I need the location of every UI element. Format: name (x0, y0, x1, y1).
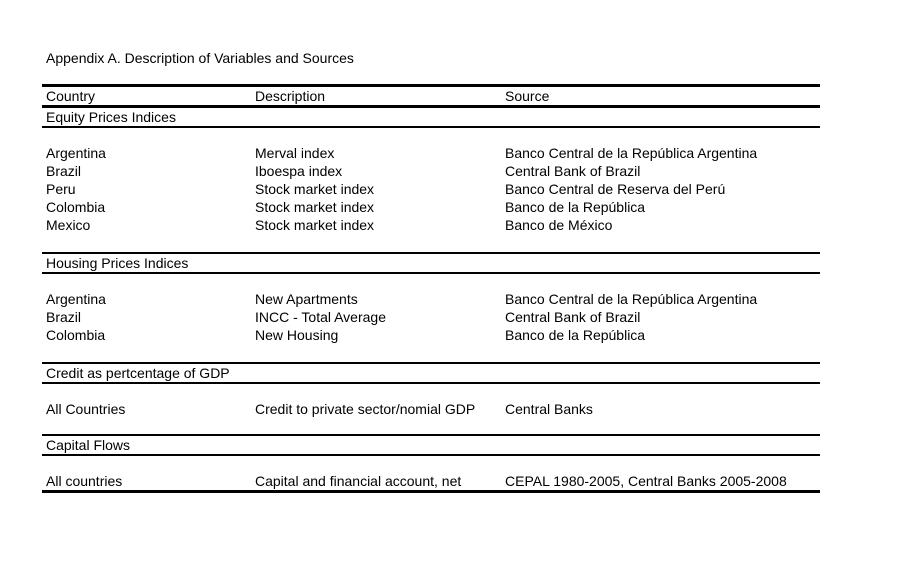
cell-country: Argentina (46, 145, 106, 161)
table-row (42, 326, 820, 344)
section-title-credit: Credit as pertcentage of GDP (46, 365, 230, 381)
table-row (42, 180, 820, 198)
cell-description: Credit to private sector/nomial GDP (255, 401, 476, 417)
cell-country: Colombia (46, 199, 106, 215)
cell-country: All countries (46, 473, 123, 489)
table-header-row (42, 87, 820, 105)
table-row (42, 400, 820, 418)
cell-country: Brazil (46, 163, 82, 179)
section-title-capital-flows: Capital Flows (46, 437, 131, 453)
table-row (42, 162, 820, 180)
cell-country: Mexico (46, 217, 91, 233)
cell-source: CEPAL 1980-2005, Central Banks 2005-2008 (505, 473, 787, 489)
section-title-housing: Housing Prices Indices (46, 255, 189, 271)
cell-description: Capital and financial account, net (255, 473, 462, 489)
cell-description: Merval index (255, 145, 335, 161)
cell-description: Stock market index (255, 217, 375, 233)
cell-source: Banco Central de Reserva del Perú (505, 181, 726, 197)
table-row (42, 472, 820, 490)
cell-description: Stock market index (255, 181, 375, 197)
cell-source: Central Bank of Brazil (505, 309, 641, 325)
cell-source: Central Bank of Brazil (505, 163, 641, 179)
cell-source: Banco de la República (505, 327, 646, 343)
variables-table (42, 84, 820, 493)
cell-description: INCC - Total Average (255, 309, 386, 325)
cell-description: Stock market index (255, 199, 375, 215)
table-row (42, 308, 820, 326)
header-country: Country (46, 88, 96, 104)
section-title-equity: Equity Prices Indices (46, 109, 176, 125)
cell-description: New Apartments (255, 291, 358, 307)
cell-source: Banco de la República (505, 199, 646, 215)
cell-description: Iboespa index (255, 163, 343, 179)
table-row (42, 144, 820, 162)
cell-source: Banco Central de la República Argentina (505, 145, 758, 161)
cell-country: Colombia (46, 327, 106, 343)
cell-country: Argentina (46, 291, 106, 307)
cell-source: Central Banks (505, 401, 593, 417)
cell-country: Peru (46, 181, 76, 197)
cell-source: Banco Central de la República Argentina (505, 291, 758, 307)
cell-source: Banco de México (505, 217, 613, 233)
cell-country: Brazil (46, 309, 82, 325)
table-row (42, 198, 820, 216)
document-title: Appendix A. Description of Variables and Sources (46, 50, 354, 66)
cell-country: All Countries (46, 401, 126, 417)
table-row (42, 216, 820, 234)
cell-description: New Housing (255, 327, 339, 343)
header-source: Source (505, 88, 550, 104)
table-row (42, 290, 820, 308)
header-description: Description (255, 88, 326, 104)
table-bottom-rule (42, 490, 820, 493)
